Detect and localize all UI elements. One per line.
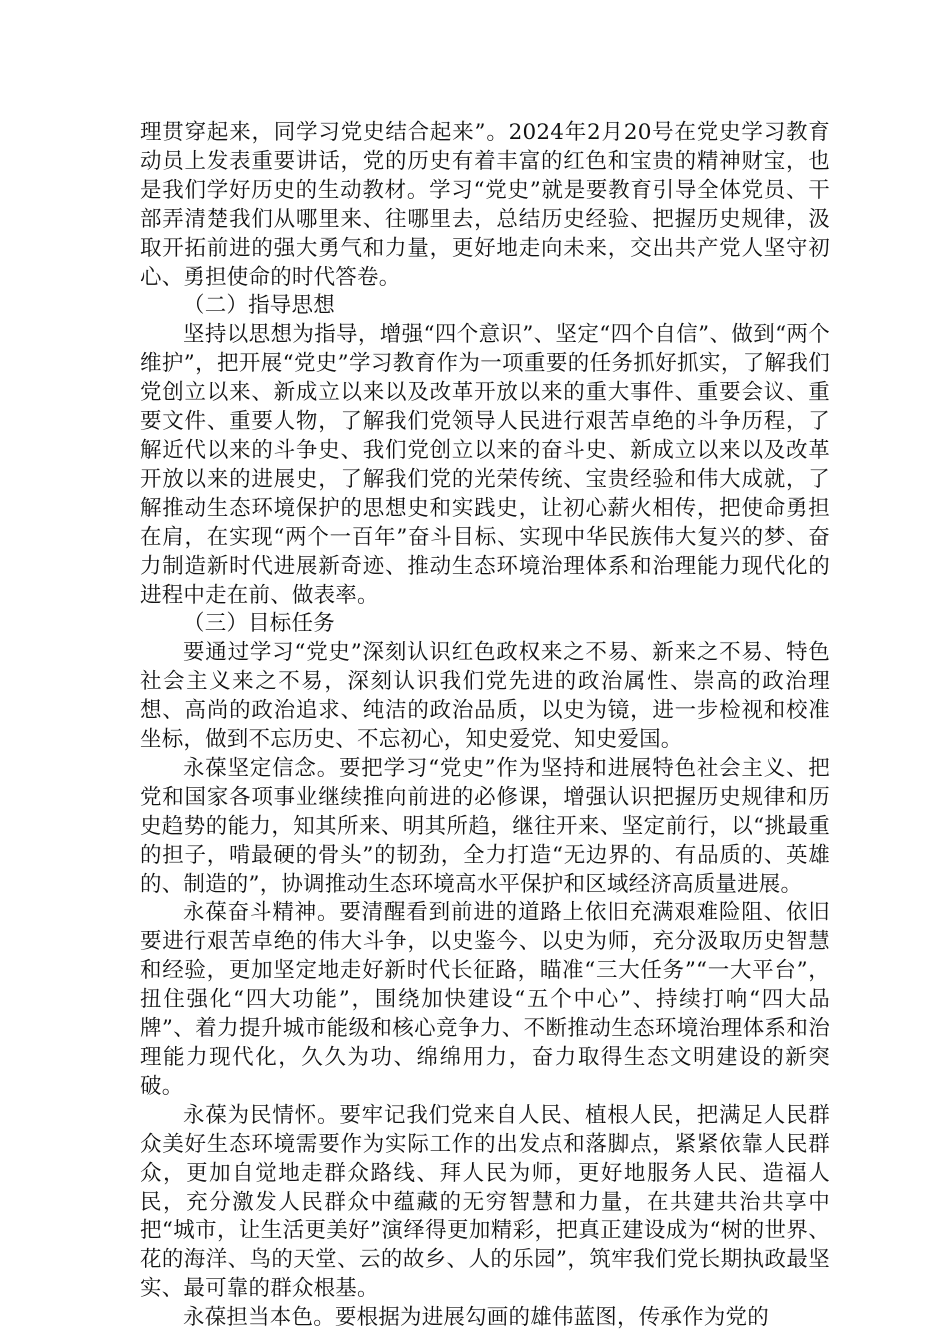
paragraph-continuation: 理贯穿起来，同学习党史结合起来”。2024年2月20号在党史学习教育动员上发表重要讲话，党的历史有着丰富的红色和宝贵的精神财宝，也是我们学好历史的生动教材。学习“党史”就是要教育引导全体党员、干部弄清楚我们从哪里来、往哪里去，总结历史经验、把握历史规律，汲取开拓前进的强大勇气和力量，更好地走向未来，交出共产党人坚守初心、勇担使命的时代答卷。	[140, 120, 830, 290]
section-heading-guiding-ideology: （二）指导思想	[183, 293, 335, 319]
paragraph-responsibility: 永葆担当本色。要根据为进展勾画的雄伟蓝图，传承作为党的	[183, 1305, 769, 1331]
paragraph-goals-intro: 要通过学习“党史”深刻认识红色政权来之不易、新来之不易、特色社会主义来之不易，深刻认识我们党先进的政治属性、崇高的政治理想、高尚的政治追求、纯洁的政治品质，以史为镜，进一步检视和校准坐标，做到不忘历史、不忘初心，知史爱党、知史爱国。	[140, 640, 830, 753]
paragraph-firm-belief: 永葆坚定信念。要把学习“党史”作为坚持和进展特色社会主义、把党和国家各项事业继续推向前进的必修课，增强认识把握历史规律和历史趋势的能力，知其所来、明其所趋，继往开来、坚定前行，以“挑最重的担子，啃最硬的骨头”的韧劲，全力打造“无边界的、有品质的、英雄的、制造的”，协调推动生态环境高水平保护和区域经济高质量进展。	[140, 755, 830, 897]
paragraph-guiding-ideology: 坚持以思想为指导，增强“四个意识”、坚定“四个自信”、做到“两个维护”，把开展“党史”学习教育作为一项重要的任务抓好抓实，了解我们党创立以来、新成立以来以及改革开放以来的重大事件、重要会议、重要文件、重要人物，了解我们党领导人民进行艰苦卓绝的斗争历程，了解近代以来的斗争史、我们党创立以来的奋斗史、新成立以来以及改革开放以来的进展史，了解我们党的光荣传统、宝贵经验和伟大成就，了解推动生态环境保护的思想史和实践史，让初心薪火相传，把使命勇担在肩，在实现“两个一百年”奋斗目标、实现中华民族伟大复兴的梦、奋力制造新时代进展新奇迹、推动生态环境治理体系和治理能力现代化的进程中走在前、做表率。	[140, 322, 830, 608]
paragraph-struggle-spirit: 永葆奋斗精神。要清醒看到前进的道路上依旧充满艰难险阻、依旧要进行艰苦卓绝的伟大斗争，以史鉴今、以史为师，充分汲取历史智慧和经验，更加坚定地走好新时代长征路，瞄准“三大任务”“一大平台”，扭住强化“四大功能”，围绕加快建设“五个中心”、持续打响“四大品牌”、着力提升城市能级和核心竞争力、不断推动生态环境治理体系和治理能力现代化，久久为功、绵绵用力，奋力取得生态文明建设的新突破。	[140, 900, 830, 1099]
document-body	[140, 119, 830, 1333]
section-heading-goals-tasks: （三）目标任务	[183, 611, 335, 637]
paragraph-people-sentiment: 永葆为民情怀。要牢记我们党来自人民、植根人民，把满足人民群众美好生态环境需要作为实际工作的出发点和落脚点，紧紧依靠人民群众，更加自觉地走群众路线、拜人民为师，更好地服务人民、造福人民，充分激发人民群众中蕴藏的无穷智慧和力量，在共建共治共享中把“城市，让生活更美好”演绎得更加精彩，把真正建设成为“树的世界、花的海洋、鸟的天堂、云的故乡、人的乐园”，筑牢我们党长期执政最坚实、最可靠的群众根基。	[140, 1102, 830, 1302]
